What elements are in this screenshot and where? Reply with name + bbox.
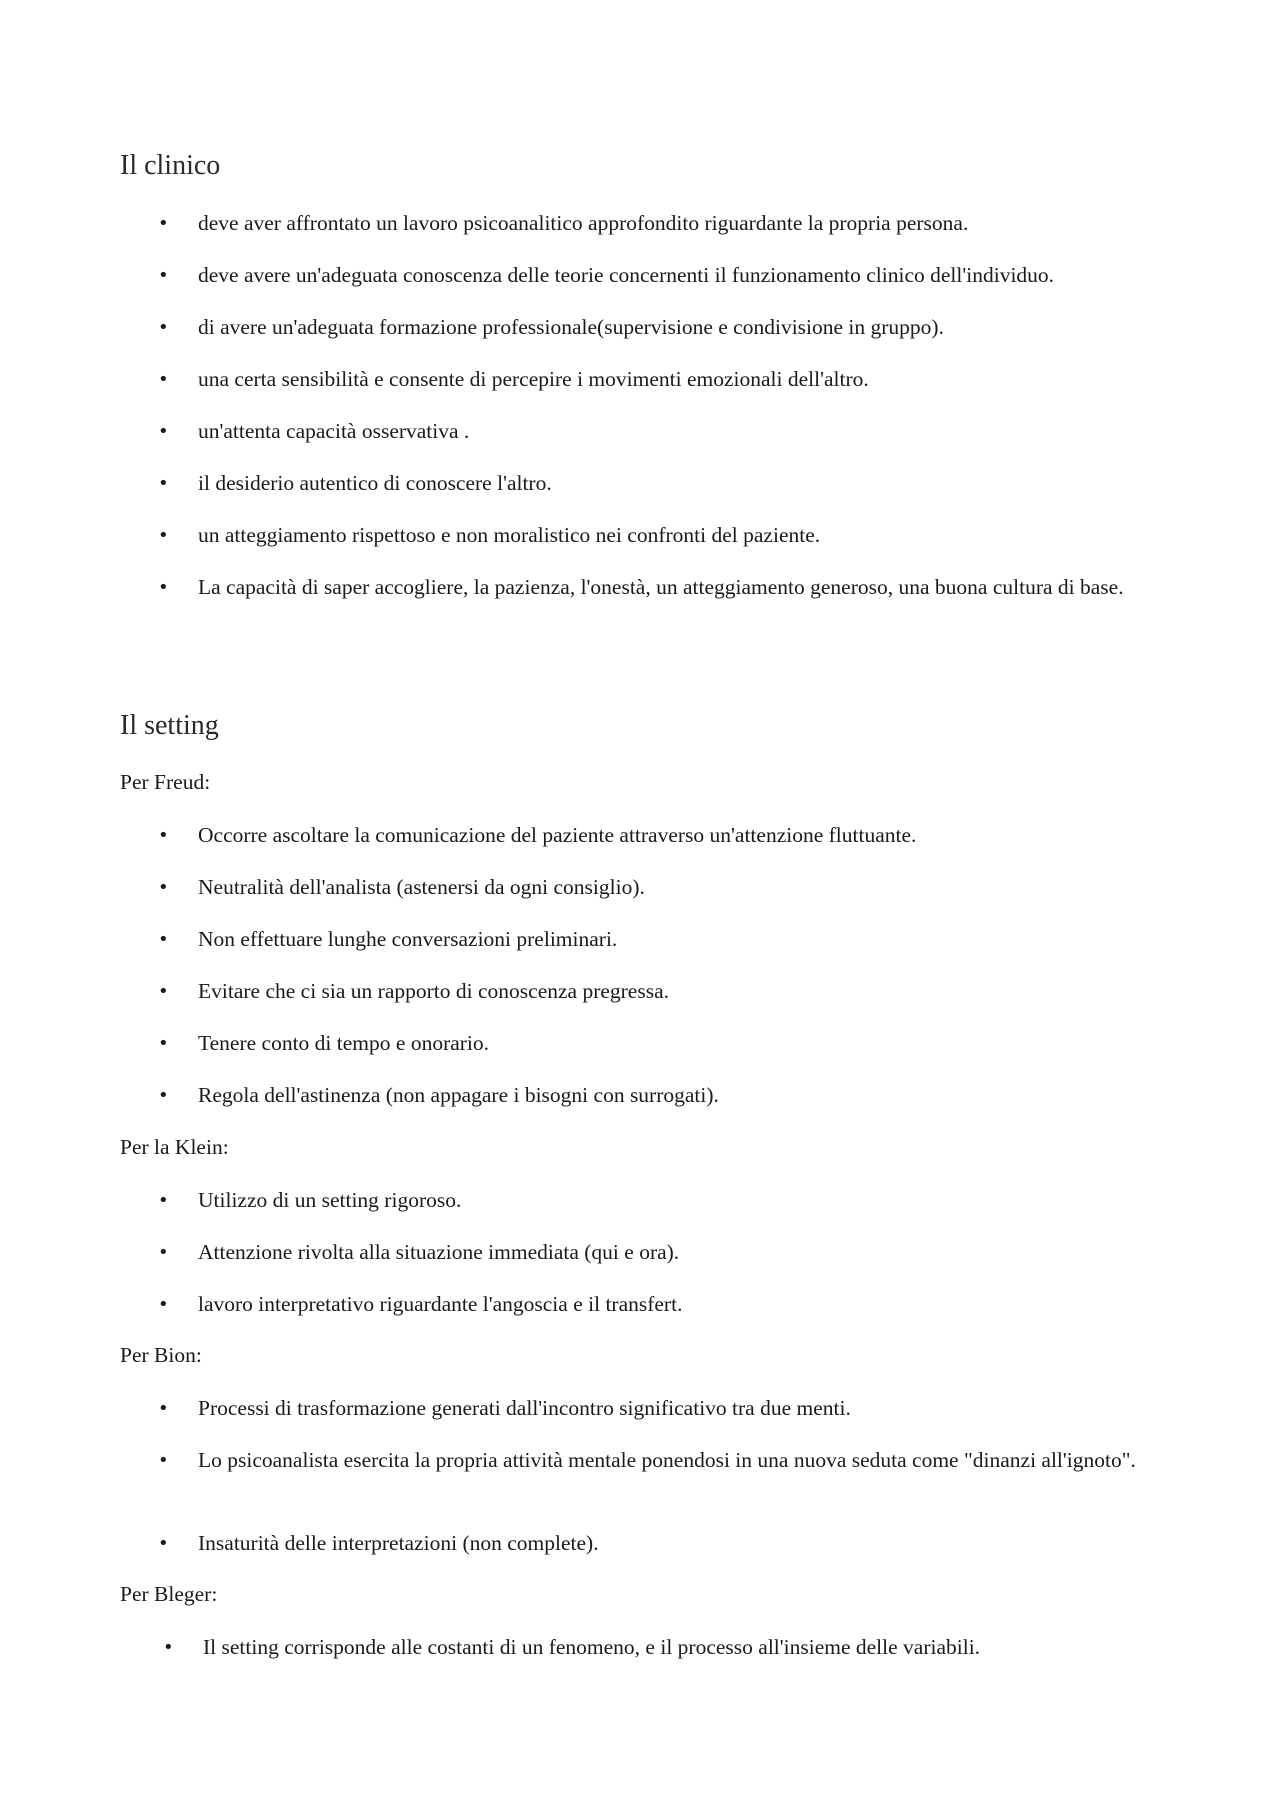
group-label-bleger: Per Bleger: (120, 1582, 218, 1606)
bullet-icon: • (158, 1533, 169, 1554)
bullet-icon: • (163, 1637, 174, 1658)
bullet-icon: • (158, 877, 169, 898)
list-item-text: Regola dell'astinenza (non appagare i bisogni con surrogati). (198, 1083, 719, 1107)
list-item-text: di avere un'adeguata formazione professionale(supervisione e condivisione in gruppo). (198, 315, 944, 339)
bullet-icon: • (158, 1190, 169, 1211)
bullet-icon: • (158, 473, 169, 494)
list-item-text: deve aver affrontato un lavoro psicoanalitico approfondito riguardante la propria persona. (198, 211, 969, 235)
bullet-icon: • (158, 929, 169, 950)
bullet-icon: • (158, 265, 169, 286)
list-item-text: Attenzione rivolta alla situazione immediata (qui e ora). (198, 1240, 680, 1264)
group-label-freud: Per Freud: (120, 770, 211, 794)
section-title-setting: Il setting (120, 710, 219, 741)
list-item-text: Lo psicoanalista esercita la propria attività mentale ponendosi in una nuova seduta come "dinanzi all'ignoto". (198, 1448, 1136, 1472)
list-item-text: lavoro interpretativo riguardante l'angoscia e il transfert. (198, 1292, 683, 1316)
bullet-icon: • (158, 981, 169, 1002)
bullet-icon: • (158, 421, 169, 442)
list-item-text: La capacità di saper accogliere, la pazienza, l'onestà, un atteggiamento generoso, una buona cultura di base. (198, 575, 1124, 599)
group-label-bion: Per Bion: (120, 1343, 202, 1367)
list-item-text: Neutralità dell'analista (astenersi da ogni consiglio). (198, 875, 645, 899)
section-title-clinico: Il clinico (120, 150, 221, 181)
bullet-icon: • (158, 577, 169, 598)
list-item-text: il desiderio autentico di conoscere l'altro. (198, 471, 552, 495)
group-label-klein: Per la Klein: (120, 1135, 229, 1159)
list-item-text: Tenere conto di tempo e onorario. (198, 1031, 490, 1055)
list-item-text: un atteggiamento rispettoso e non moralistico nei confronti del paziente. (198, 523, 821, 547)
list-item-text: un'attenta capacità osservativa . (198, 419, 470, 443)
list-item-text: Insaturità delle interpretazioni (non complete). (198, 1531, 599, 1555)
bullet-icon: • (158, 369, 169, 390)
bullet-icon: • (158, 1033, 169, 1054)
list-item-text: una certa sensibilità e consente di percepire i movimenti emozionali dell'altro. (198, 367, 869, 391)
list-item-text: deve avere un'adeguata conoscenza delle teorie concernenti il funzionamento clinico dell'individuo. (198, 263, 1055, 287)
bullet-icon: • (158, 825, 169, 846)
list-item-text: Il setting corrisponde alle costanti di un fenomeno, e il processo all'insieme delle variabili. (203, 1635, 981, 1659)
bullet-icon: • (158, 1398, 169, 1419)
bullet-icon: • (158, 1450, 169, 1471)
list-item-text: Processi di trasformazione generati dall'incontro significativo tra due menti. (198, 1396, 851, 1420)
bullet-icon: • (158, 1294, 169, 1315)
bullet-icon: • (158, 525, 169, 546)
bullet-icon: • (158, 1085, 169, 1106)
bullet-icon: • (158, 1242, 169, 1263)
list-item-text: Non effettuare lunghe conversazioni preliminari. (198, 927, 618, 951)
list-item-text: Evitare che ci sia un rapporto di conoscenza pregressa. (198, 979, 670, 1003)
bullet-icon: • (158, 213, 169, 234)
list-item-text: Utilizzo di un setting rigoroso. (198, 1188, 462, 1212)
bullet-icon: • (158, 317, 169, 338)
list-item-text: Occorre ascoltare la comunicazione del paziente attraverso un'attenzione fluttuante. (198, 823, 917, 847)
